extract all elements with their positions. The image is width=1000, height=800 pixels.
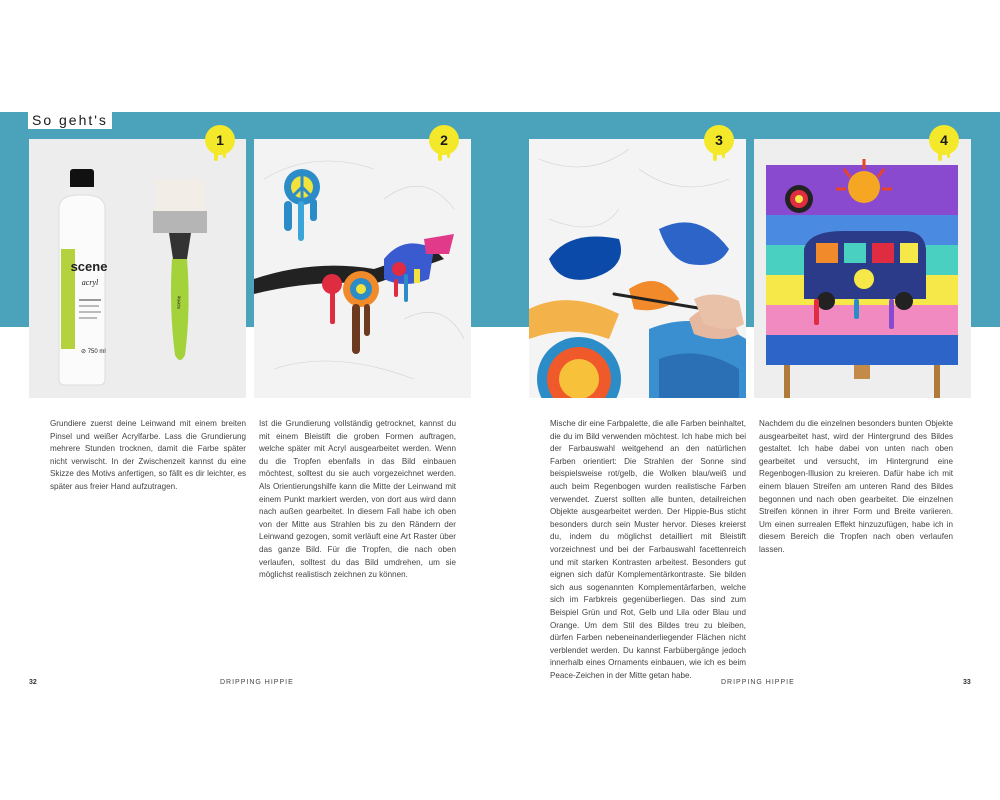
- left-page-number: 32: [29, 679, 37, 686]
- step-3-badge: 3: [704, 125, 734, 155]
- step-1-illustration: [29, 139, 246, 398]
- step-2-text: Ist die Grundierung vollständig getrocknet, kannst du mit einem Bleistift die groben Formen auftragen, welche später mit Acryl ausgearbeitet werden. Wenn du die Tropfen ebenfalls in das Bild einbauen möchtest, solltest du sie auch vorgezeichnet werden. Als Orientierungshilfe kann die Mitte der Leinwand mit einem Punkt markiert werden, von dort aus wird dann nach außen gearbeitet. In diesem Fall habe ich oben von der Mitte aus Strahlen bis zu den Rändern der Leinwand gezogen, somit verläuft eine Art Raster über das ganze Bild. Für die Tropfen, die nach oben verlaufen, solltest du das Bild umdrehen, um sie möglichst realistisch zeichnen zu können.: [259, 419, 456, 580]
- bottle-sub: acryl: [81, 278, 99, 287]
- step-4-illustration: [754, 139, 971, 398]
- bottle-volume: ⊘ 750 ml: [81, 349, 106, 355]
- right-page-number: 33: [963, 679, 971, 686]
- step-1-badge: 1: [205, 125, 235, 155]
- step-2-badge: 2: [429, 125, 459, 155]
- step-2-photo: [254, 139, 471, 398]
- step-3-illustration: [529, 139, 746, 398]
- step-4-photo: [754, 139, 971, 398]
- bottle-brand: scene: [70, 259, 108, 274]
- step-1-photo: [29, 139, 246, 398]
- left-running-title: DRIPPING HIPPIE: [220, 679, 294, 686]
- step-1-text: Grundiere zuerst deine Leinwand mit einem breiten Pinsel und weißer Acrylfarbe. Lass die Grundierung mehrere Stunden trocknen, damit die Farbe später nicht verwischt. In der Zwischenzeit kannst du eine Skizze des Motivs anfertigen, so fällt es dir leichter, es später aus freier Hand aufzutragen.: [50, 419, 246, 491]
- step-3-text: Mische dir eine Farbpalette, die alle Farben beinhaltet, die du im Bild verwenden möchtest. Ich habe mich bei der Farbauswahl weitgehend an den natürlichen Farben orientiert: Die Strahlen der Sonne sind beispielsweise rot/gelb, die Wolken blau/weiß und auch beim Regenbogen wurden realistische Farben verwendet. Zuerst sollten alle bunten, detailreichen Objekte ausgearbeitet werden. Der Hippie-Bus sticht besonders durch sein Muster hervor. Dieses kreierst du, indem du möglichst detailliert mit Bleistift vorzeichnest und bei der Farbauswahl facettenreich und mit starken Kontrasten arbeitest. Besonders gut eignen sich dafür Komplementärkontraste. Sie bilden sich aus sogenannten Komplementärfarben, welche sich im Farbkreis gegenüberliegen. Das sind zum Beispiel Grün und Rot, Gelb und Lila oder Blau und Orange. Um dem Stil des Bildes treu zu bleiben, dürfen Farben nebeneinanderliegender Flächen nicht verblendet werden. Du kannst Farbübergänge jedoch innerhalb eines Ornaments einbauen, wie ich es beim Peace-Zeichen in der Mitte getan habe.: [550, 419, 746, 680]
- step-4-badge: 4: [929, 125, 959, 155]
- step-4-text: Nachdem du die einzelnen besonders bunten Objekte ausgearbeitet hast, wird der Hintergrund des Bildes gestaltet. Ich habe dabei von unten nach oben gearbeitet und versucht, im Hintergrund eine Regenbogen-Illusion zu kreieren. Dafür habe ich mit einem blauen Streifen am unteren Rand des Bildes begonnen und nach oben gearbeitet. Die einzelnen Streifen können in ihrer Form und Breite variieren. Um einen surrealen Effekt hinzuzufügen, habe ich in diesem Bereich die Tropfen nach oben verlaufen lassen.: [759, 419, 953, 554]
- brush-label: scene: [176, 295, 183, 310]
- section-title: So geht's: [28, 112, 112, 129]
- step-3-photo: [529, 139, 746, 398]
- step-2-illustration: [254, 139, 471, 398]
- right-running-title: DRIPPING HIPPIE: [721, 679, 795, 686]
